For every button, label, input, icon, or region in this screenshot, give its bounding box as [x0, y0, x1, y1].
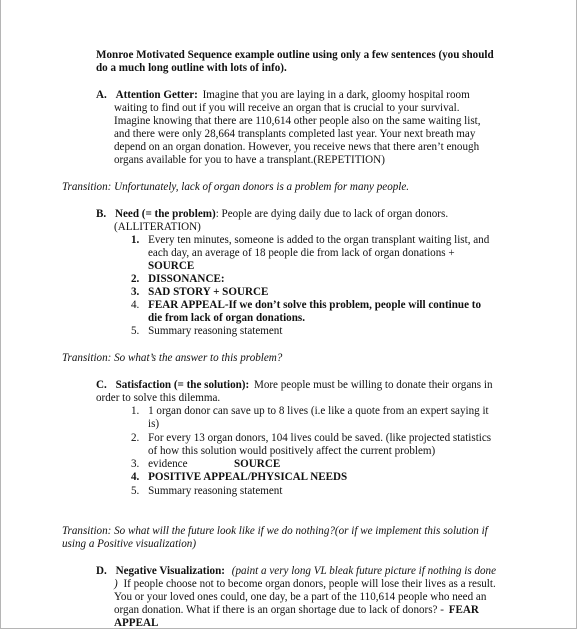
section-c-item-3 — [131, 458, 188, 471]
section-c-text-2: order to solve this dilemma. — [96, 392, 221, 404]
list-number: 3. — [131, 458, 140, 470]
section-b-text-1: : People are dying daily due to lack of organ donors. — [215, 208, 449, 220]
section-b-item-1-cont: each day, an average of 18 people die from lack of organ donations + — [148, 247, 455, 259]
section-c-item-2 — [131, 432, 491, 445]
list-number: 4. — [131, 299, 140, 311]
section-b-item-4 — [131, 299, 481, 312]
section-d-text-2: If people choose not to become organ donors, people will lose their lives as a result. — [123, 578, 496, 590]
outline-title-line-2: do a much long outline with lots of info). — [96, 62, 287, 74]
list-number: 4. — [131, 471, 140, 483]
section-c-item-3-source: SOURCE — [234, 458, 281, 470]
section-c-item-1-cont: is) — [148, 418, 160, 430]
section-d-text-4: organ donation. What if there is an organ shortage due to lack of donors? - — [114, 604, 444, 616]
section-a-heading: Attention Getter: — [115, 89, 198, 101]
transition-1: Transition: Unfortunately, lack of organ donors is a problem for many people. — [62, 181, 410, 193]
list-item-text: POSITIVE APPEAL/PHYSICAL NEEDS — [148, 471, 348, 483]
section-d-fear-label: FEAR — [448, 604, 479, 616]
section-c-text-1: More people must be willing to donate their organs in — [253, 379, 493, 391]
list-number: 2. — [131, 273, 140, 285]
list-item-text: DISSONANCE: — [148, 273, 225, 285]
transition-3-line-1: Transition: So what will the future look like if we do nothing?(or if we implement this solution if — [62, 525, 488, 537]
section-d-text-1: (paint a very long VL bleak future picture if nothing is done — [231, 565, 497, 577]
list-item-text: Every ten minutes, someone is added to the organ transplant waiting list, and — [148, 234, 490, 246]
section-d-paren: ) — [114, 578, 118, 590]
section-b-item-3 — [131, 286, 268, 299]
list-item-text: FEAR APPEAL-If we don’t solve this problem, people will continue to — [148, 299, 482, 311]
section-a-letter: A. — [96, 89, 107, 101]
section-a-text-1: Imagine that you are laying in a dark, gloomy hospital room — [202, 89, 470, 101]
section-a-text-2: waiting to find out if you will receive an organ that is crucial to your survival. — [114, 102, 460, 114]
section-d-line-4 — [114, 604, 479, 617]
section-d-line-1 — [96, 565, 496, 578]
section-d-heading: Negative Visualization: — [115, 565, 225, 577]
list-number: 5. — [131, 485, 140, 497]
outline-title-line-1: Monroe Motivated Sequence example outline using only a few sentences (you should — [96, 49, 494, 61]
list-number: 5. — [131, 325, 140, 337]
section-a-text-4: and there were only 28,664 transplants completed last year. Your next breath may — [114, 128, 476, 140]
section-b-text-2: (ALLITERATION) — [114, 221, 201, 233]
section-c-letter: C. — [96, 379, 107, 391]
section-c-line-1 — [96, 379, 493, 392]
section-b-letter: B. — [96, 208, 107, 220]
section-b-item-2 — [131, 273, 225, 286]
section-d-appeal-label: APPEAL — [114, 617, 159, 629]
list-number: 3. — [131, 286, 140, 298]
section-b-line-1 — [96, 208, 448, 221]
section-b-heading: Need (= the problem) — [114, 208, 216, 220]
section-d-line-2 — [114, 578, 496, 591]
list-number: 1. — [131, 405, 140, 417]
section-b-item-4-cont: die from lack of organ donations. — [148, 312, 305, 324]
list-item-text: Summary reasoning statement — [148, 325, 283, 337]
section-a-text-5: depend on an organ donation. However, you receive news that there aren’t enough — [114, 141, 480, 153]
section-c-item-1 — [131, 405, 489, 418]
section-b-item-5 — [131, 325, 282, 338]
section-b-item-1-source: SOURCE — [148, 260, 195, 272]
section-d-letter: D. — [96, 565, 107, 577]
transition-3-line-2: using a Positive visualization) — [62, 538, 197, 550]
list-number: 1. — [131, 234, 140, 246]
section-c-heading: Satisfaction (= the solution): — [115, 379, 250, 391]
section-d-text-3: You or your loved ones could, one day, be a part of the 110,614 people who need an — [114, 591, 487, 603]
section-b-item-1 — [131, 234, 489, 247]
list-item-text: Summary reasoning statement — [148, 485, 283, 497]
list-number: 2. — [131, 432, 140, 444]
list-item-text: evidence — [148, 458, 188, 470]
section-a-line-1 — [96, 89, 470, 102]
transition-2: Transition: So what’s the answer to this problem? — [62, 352, 283, 364]
section-a-text-6: organs available for you to have a transplant.(REPETITION) — [114, 154, 385, 166]
section-a-text-3: Imagine knowing that there are 110,614 other people also on the same waiting list, — [114, 115, 481, 127]
section-c-item-5 — [131, 485, 282, 498]
section-c-item-2-cont: of how this solution would positively affect the current problem) — [148, 445, 436, 457]
list-item-text: SAD STORY + SOURCE — [148, 286, 269, 298]
list-item-text: For every 13 organ donors, 104 lives could be saved. (like projected statistics — [148, 432, 492, 444]
section-c-item-4 — [131, 471, 347, 484]
list-item-text: 1 organ donor can save up to 8 lives (i.e like a quote from an expert saying it — [148, 405, 489, 417]
